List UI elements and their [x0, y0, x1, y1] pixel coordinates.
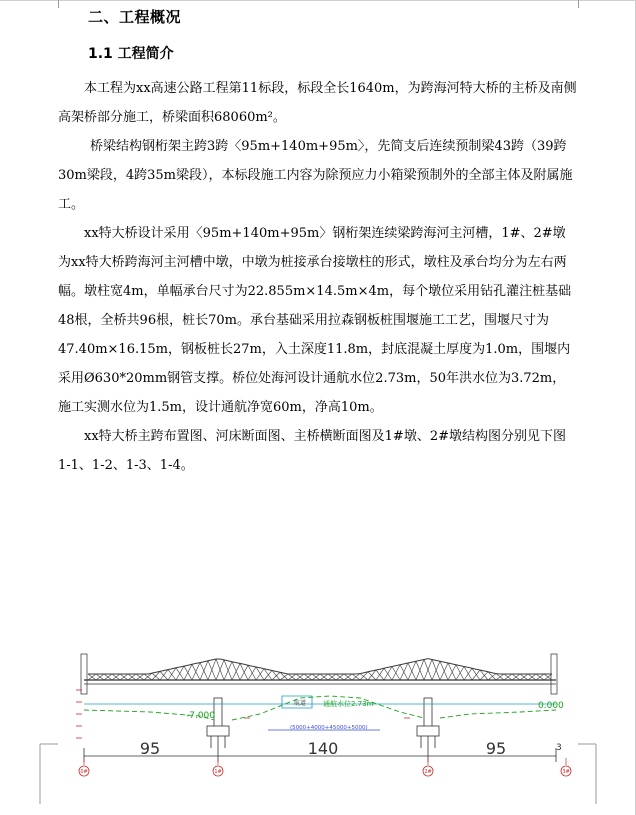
body-text	[58, 74, 578, 480]
margin-corner-mark	[58, 0, 59, 8]
margin-corner-mark	[578, 0, 579, 8]
level-label-right: 0.000	[538, 701, 564, 711]
axis-label-0: 0#	[80, 769, 88, 775]
level-label-left: -7.000	[186, 711, 216, 721]
span-label-3: 95	[485, 739, 507, 758]
span-label-1: 95	[139, 739, 161, 758]
subsection-heading: 1.1 工程简介	[88, 46, 174, 62]
channel-label: 航道	[294, 700, 307, 707]
axis-label-2: 2#	[424, 769, 432, 775]
water-level-label: 通航水位2.73m	[323, 700, 374, 708]
axis-label-1: 1#	[214, 769, 222, 775]
paragraph-4: xx特大桥主跨布置图、河床断面图、主桥横断面图及1#墩、2#墩结构图分别见下图1-1、1-2、1-3、1-4。	[58, 429, 566, 473]
bridge-elevation-drawing	[0, 640, 636, 815]
span-label-2: 140	[307, 739, 339, 758]
channel-dimension-label: (5000+4000+45000+5000)	[290, 725, 368, 731]
pier-1	[207, 698, 229, 748]
right-end-mark: 3	[556, 743, 562, 753]
axis-markers	[79, 758, 571, 776]
steel-truss	[88, 659, 552, 680]
pier-2	[417, 698, 439, 748]
paragraph-1: 本工程为xx高速公路工程第11标段，标段全长1640m，为跨海河特大桥的主桥及南侧高架桥部分施工，桥梁面积68060m²。	[58, 81, 577, 125]
axis-label-3: 3#	[562, 769, 570, 775]
riverbed-line	[84, 696, 556, 720]
paragraph-3: xx特大桥设计采用〈95m+140m+95m〉钢桁架连续梁跨海河主河槽，1#、2#墩为xx特大桥跨海河主河槽中墩，中墩为桩接承台接墩柱的形式，墩柱及承台均分为左右两幅。墩柱宽4m，单幅承台尺寸为22.855m×14.5m×4m，每个墩位采用钻孔灌注桩基础48根，全桥共96根，桩长70m。承台基础采用拉森钢板桩围堰施工工艺，围堰尺寸为47.40m×16.15m，钢板桩长27m，入土深度11.8m，封底混凝土厚度为1.0m，围堰内采用Ø630*20mm钢管支撑。桥位处海河设计通航水位2.73m，50年洪水位为3.72m，施工实测水位为1.5m，设计通航净宽60m，净高10m。	[58, 226, 572, 415]
section-heading: 二、工程概况	[88, 8, 182, 26]
page-top-edge	[0, 0, 636, 1]
left-abutment	[81, 654, 87, 694]
paragraph-2: 桥梁结构钢桁架主跨3跨〈95m+140m+95m〉，先简支后连续预制梁43跨（39跨30m梁段，4跨35m梁段），本标段施工内容为除预应力小箱梁预制外的全部主体及附属施工。	[58, 139, 573, 212]
